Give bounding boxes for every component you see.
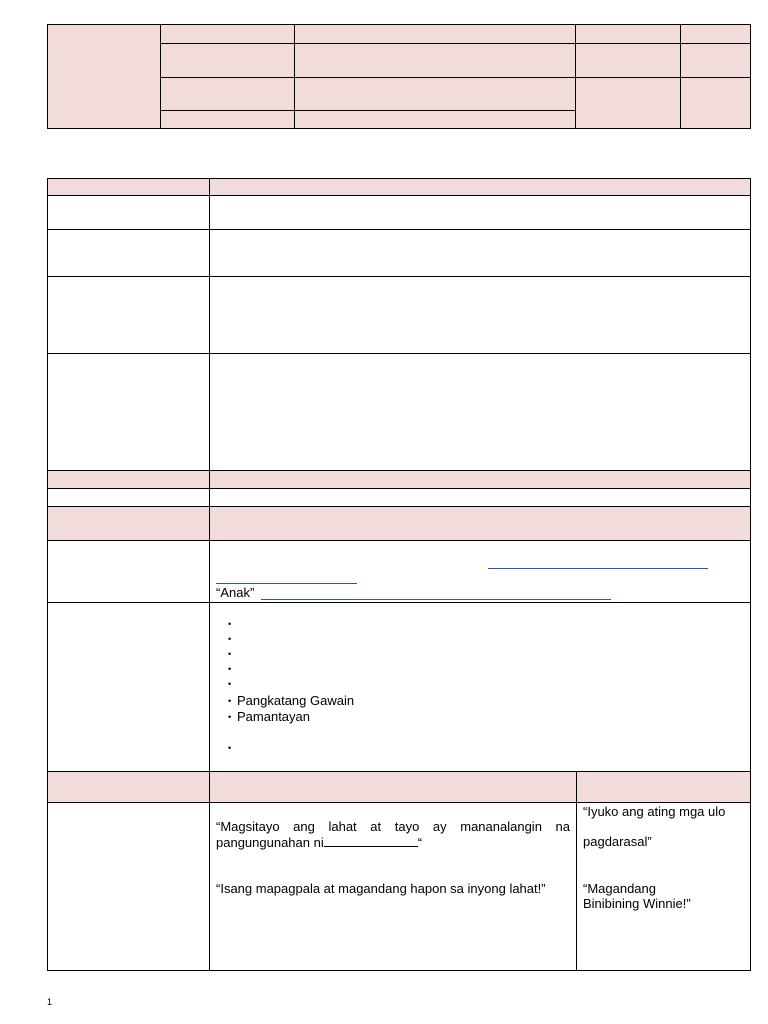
list-bullet: • (228, 664, 232, 674)
lesson-row-divider (47, 276, 751, 277)
lesson-row-divider (47, 195, 751, 196)
lesson-row-divider (47, 771, 751, 772)
list-bullet: • (228, 649, 232, 659)
student-greeting-line: Binibining Winnie!” (583, 896, 691, 911)
lesson-col-divider (576, 771, 577, 971)
lesson-row-divider (47, 506, 751, 507)
lesson-col-divider (209, 178, 210, 971)
teacher-prayer-prefix: pangungunahan ni (216, 835, 324, 850)
lesson-row-divider (47, 488, 751, 489)
standards-label: Pamantayan (237, 709, 310, 724)
teacher-prayer-line (216, 835, 422, 851)
lesson-row-divider (47, 353, 751, 354)
teacher-greeting: “Isang mapagpala at magandang hapon sa inyong lahat!” (216, 881, 546, 896)
page-number: 1 (47, 997, 53, 1007)
teacher-prayer-suffix: “ (417, 835, 423, 850)
list-bullet: • (228, 696, 232, 706)
material-title: “Anak” (216, 585, 255, 600)
list-bullet: • (228, 679, 232, 689)
header-row-divider (160, 43, 751, 44)
name-blank (324, 835, 418, 847)
list-bullet: • (228, 743, 232, 753)
teacher-prayer-line: “Magsitayo ang lahat at tayo ay mananalangin na (216, 819, 570, 834)
lesson-row-divider (47, 470, 751, 471)
header-row-divider (160, 77, 751, 78)
student-prayer-line: pagdarasal” (583, 834, 652, 849)
lesson-row-divider (47, 802, 751, 803)
student-greeting-line: “Magandang (583, 881, 656, 896)
lesson-row-divider (47, 229, 751, 230)
reference-link[interactable] (261, 599, 611, 600)
student-prayer-line: “Iyuko ang ating mga ulo (583, 804, 726, 819)
group-work-label: Pangkatang Gawain (237, 693, 355, 708)
lesson-table-border (47, 178, 751, 971)
list-bullet: • (228, 712, 232, 722)
list-bullet: • (228, 634, 232, 644)
header-row-divider (160, 110, 575, 111)
list-bullet: • (228, 619, 232, 629)
reference-link[interactable] (216, 583, 357, 584)
lesson-row-divider (47, 540, 751, 541)
lesson-row-divider (47, 602, 751, 603)
reference-link[interactable] (488, 568, 708, 569)
